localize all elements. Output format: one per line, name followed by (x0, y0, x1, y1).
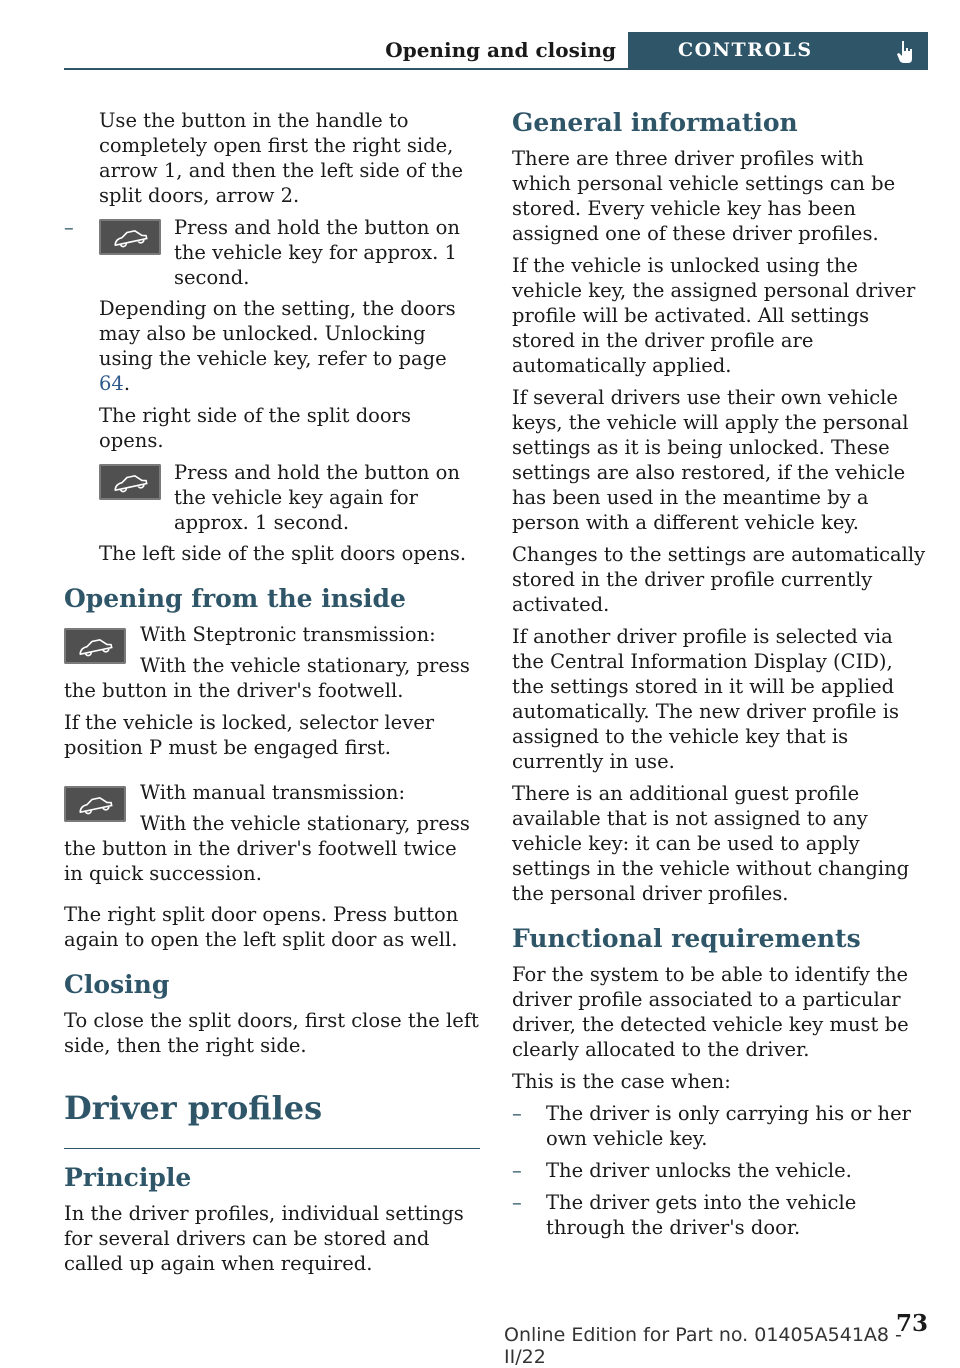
left-column (64, 108, 480, 1283)
manual-label: With manual transmission: (140, 781, 406, 804)
paragraph-right-opens: The right side of the split doors opens. (99, 404, 411, 452)
heading-principle: Principle (64, 1163, 192, 1192)
general-paragraph-5: If another driver profile is selected via the Central Information Display (CID), the settings stored in it will be applied automatically. The new driver profile is assigned to the vehicle key that is currently in use. (512, 625, 899, 773)
principle-text: In the driver profiles, individual settings for several drivers can be stored and called up again when required. (64, 1202, 464, 1275)
hand-pointer-icon (894, 39, 916, 65)
right-door-text: The right split door opens. Press button again to open the left split door as well. (64, 903, 459, 951)
car-symbol-icon (99, 219, 161, 255)
online-edition-note: Online Edition for Part no. 01405A541A8 - II/22 (504, 1324, 902, 1368)
list-dash: – (512, 1159, 522, 1182)
paragraph-unlock-setting (64, 296, 480, 396)
steptronic-text: With the vehicle stationary, press the button in the driver's footwell. (64, 654, 470, 702)
heading-driver-profiles: Driver profiles (64, 1089, 323, 1127)
list-item-text: The driver unlocks the vehicle. (546, 1159, 852, 1182)
paragraph-text: Depending on the setting, the doors may also be unlocked. Unlocking using the vehicle key, refer to page (99, 297, 456, 370)
general-paragraph-4: Changes to the settings are automatically stored in the driver profile currently activated. (512, 543, 926, 616)
header-chapter-label: CONTROLS (678, 39, 813, 61)
list-item-press-key (64, 215, 480, 290)
heading-closing: Closing (64, 970, 170, 999)
list-dash: – (512, 1102, 522, 1125)
general-paragraph-2: If the vehicle is unlocked using the vehicle key, the assigned personal driver profile will be activated. All settings stored in the driver profile are automatically applied. (512, 254, 916, 377)
header-section-title: Opening and closing (385, 38, 616, 62)
header-chapter-tab (628, 32, 928, 70)
general-paragraph-6: There is an additional guest profile available that is not assigned to any vehicle key: it can be used to apply settings in the vehicle without changing the personal driver profiles. (512, 782, 910, 905)
steptronic-label: With Steptronic transmission: (140, 623, 436, 646)
section-rule (64, 1148, 480, 1149)
paragraph-left-opens: The left side of the split doors opens. (99, 542, 467, 565)
manual-text: With the vehicle stationary, press the button in the driver's footwell twice in quick succession. (64, 812, 470, 885)
car-symbol-icon (99, 464, 161, 500)
general-paragraph-3: If several drivers use their own vehicle keys, the vehicle will apply the personal settings as it is being unlocked. These settings are also restored, if the vehicle has been used in the meantime by a person with a different vehicle key. (512, 386, 909, 534)
list-item-press-key-again (64, 460, 480, 535)
right-column (512, 108, 928, 1247)
page-footer (64, 1310, 928, 1368)
car-symbol-icon (64, 628, 126, 664)
list-item-text: The driver gets into the vehicle through the driver's door. (546, 1191, 857, 1239)
list-item (512, 1190, 928, 1240)
closing-text: To close the split doors, first close the left side, then the right side. (64, 1009, 479, 1057)
general-paragraph-1: There are three driver profiles with which personal vehicle settings can be stored. Every vehicle key has been assigned one of these driver profiles. (512, 147, 896, 245)
list-dash: – (64, 216, 74, 239)
list-item-text: The driver is only carrying his or her own vehicle key. (546, 1102, 911, 1150)
page-number: 73 (895, 1310, 928, 1337)
heading-opening-inside: Opening from the inside (64, 584, 406, 613)
steptronic-note: If the vehicle is locked, selector lever position P must be engaged first. (64, 711, 435, 759)
functional-paragraph-1: For the system to be able to identify the driver profile associated to a particular driver, the detected vehicle key must be clearly allocated to the driver. (512, 963, 909, 1061)
paragraph-end: . (123, 372, 131, 395)
car-symbol-icon (64, 786, 126, 822)
heading-functional-requirements: Functional requirements (512, 924, 861, 953)
functional-paragraph-2: This is the case when: (512, 1070, 731, 1093)
page-header (64, 32, 928, 70)
paragraph-handle-button: Use the button in the handle to completely open first the right side, arrow 1, and then the left side of the split doors, arrow 2. (99, 109, 463, 207)
list-item (512, 1158, 928, 1183)
manual-block (64, 780, 480, 886)
list-item-text: Press and hold the button on the vehicle key again for approx. 1 second. (174, 461, 460, 534)
steptronic-block (64, 622, 480, 703)
heading-general-information: General information (512, 108, 798, 137)
page-reference-link[interactable]: 64 (99, 372, 124, 395)
list-item-text: Press and hold the button on the vehicle key for approx. 1 second. (174, 216, 460, 289)
list-dash: – (512, 1191, 522, 1214)
list-item (512, 1101, 928, 1151)
